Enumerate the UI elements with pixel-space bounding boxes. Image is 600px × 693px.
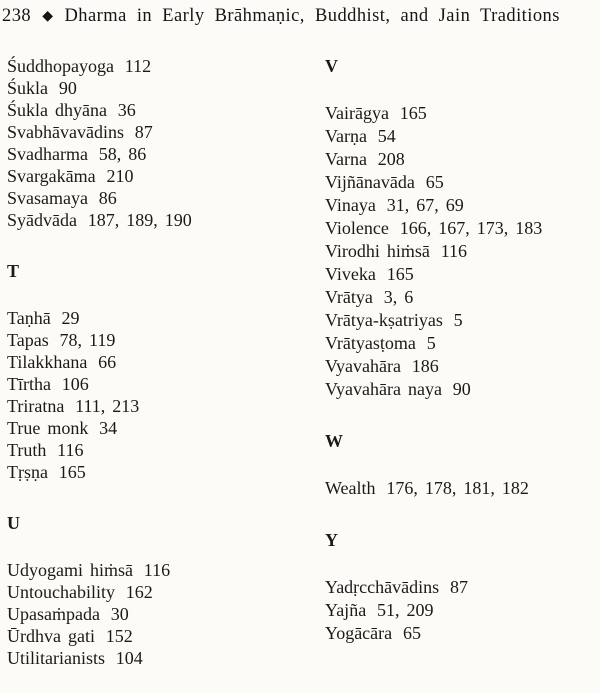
index-entry: [7, 395, 325, 417]
entry-term: Vrātya-kṣatriyas: [325, 310, 443, 330]
entry-pages: 54: [377, 126, 396, 146]
entry-pages: 78, 119: [59, 330, 116, 350]
entry-pages: 5: [426, 333, 436, 353]
entry-term: Vrātyasṭoma: [325, 333, 416, 353]
entry-term: Vrātya: [325, 287, 373, 307]
entry-term: Ūrdhva gati: [7, 626, 95, 646]
diamond-icon: ◆: [42, 9, 54, 24]
entry-term: Vyavahāra naya: [325, 379, 442, 399]
entry-pages: 87: [134, 122, 153, 142]
entry-pages: 34: [99, 418, 118, 438]
entry-pages: 116: [143, 560, 171, 580]
entry-term: Varna: [325, 149, 367, 169]
section-v: [325, 55, 600, 401]
index-entry: [325, 622, 600, 645]
section-letter: W: [325, 431, 343, 451]
entry-term: Virodhi hiṁsā: [325, 241, 430, 261]
entry-term: Yadṛcchāvādins: [325, 577, 440, 597]
section-y: [325, 529, 600, 645]
entry-term: Tapas: [7, 330, 49, 350]
entry-pages: 162: [125, 582, 153, 602]
entry-term: Śukla dhyāna: [7, 100, 107, 120]
entry-term: Yogācāra: [325, 623, 393, 643]
entry-term: Triratna: [7, 396, 65, 416]
section-letter: V: [325, 56, 338, 76]
index-entry: [7, 461, 325, 483]
page-header: [0, 5, 600, 29]
entry-term: Varṇa: [325, 126, 367, 146]
index-entry: [7, 625, 325, 647]
entry-pages: 165: [399, 103, 427, 123]
index-entry: [325, 378, 600, 401]
entry-pages: 90: [452, 379, 471, 399]
entry-term: Truth: [7, 440, 47, 460]
entry-term: Taṇhā: [7, 308, 51, 328]
index-entry: [325, 125, 600, 148]
entry-pages: 187, 189, 190: [87, 210, 192, 230]
index-entry: [7, 329, 325, 351]
entry-pages: 58, 86: [98, 144, 147, 164]
index-entry: [325, 171, 600, 194]
index-entry: [7, 77, 325, 99]
entry-pages: 104: [115, 648, 143, 668]
index-entry: [325, 102, 600, 125]
index-entry: [325, 194, 600, 217]
index-entry: [325, 148, 600, 171]
section-letter: Y: [325, 530, 338, 550]
index-entry: [7, 121, 325, 143]
index-entry: [7, 439, 325, 461]
entry-pages: 210: [106, 166, 134, 186]
index-entry: [7, 351, 325, 373]
index-entry: [7, 165, 325, 187]
entry-term: Tilakkhana: [7, 352, 88, 372]
index-entry: [325, 332, 600, 355]
section-letter: T: [7, 261, 20, 281]
page-title: Dharma in Early Brāhmaṇic, Buddhist, and Jain Traditions: [64, 6, 560, 26]
entry-term: Svargakāma: [7, 166, 96, 186]
index-entry: [7, 187, 325, 209]
index-left-column: [0, 55, 325, 669]
entry-pages: 30: [110, 604, 129, 624]
index-entry: [325, 599, 600, 622]
entry-pages: 3, 6: [383, 287, 414, 307]
entry-pages: 90: [58, 78, 77, 98]
index-entry: [7, 581, 325, 603]
entry-pages: 166, 167, 173, 183: [399, 218, 543, 238]
index-entry: [7, 417, 325, 439]
section-t: [7, 260, 325, 483]
entry-term: Yajña: [325, 600, 367, 620]
entry-pages: 152: [105, 626, 133, 646]
entry-term: Vairāgya: [325, 103, 389, 123]
index-entry: [325, 240, 600, 263]
entry-pages: 51, 209: [376, 600, 434, 620]
entry-pages: 112: [124, 56, 152, 76]
index-entry: [7, 373, 325, 395]
section-letter: U: [7, 513, 20, 533]
entry-pages: 65: [425, 172, 444, 192]
entry-pages: 111, 213: [75, 396, 140, 416]
entry-pages: 165: [58, 462, 86, 482]
entry-pages: 5: [453, 310, 463, 330]
section-w: [325, 430, 600, 500]
index-entry: [7, 209, 325, 231]
index-entry: [325, 263, 600, 286]
index-entry: [325, 217, 600, 240]
index-entry: [7, 99, 325, 121]
entry-term: Viveka: [325, 264, 376, 284]
index-entry: [7, 143, 325, 165]
index-entry: [325, 286, 600, 309]
index-entry: [7, 603, 325, 625]
entry-term: Śukla: [7, 78, 49, 98]
entry-pages: 87: [449, 577, 468, 597]
section-s-continued: [7, 55, 325, 231]
entry-pages: 36: [117, 100, 136, 120]
entry-term: Śuddhopayoga: [7, 56, 114, 76]
entry-pages: 66: [98, 352, 117, 372]
entry-term: Svabhāvavādins: [7, 122, 124, 142]
index-entry: [7, 55, 325, 77]
entry-pages: 208: [377, 149, 405, 169]
entry-term: Svadharma: [7, 144, 88, 164]
index-right-column: [325, 55, 600, 669]
entry-term: Tṛṣṇa: [7, 462, 48, 482]
index-entry: [325, 309, 600, 332]
entry-term: Tīrtha: [7, 374, 51, 394]
entry-pages: 29: [61, 308, 80, 328]
entry-term: Svasamaya: [7, 188, 88, 208]
index-entry: [7, 307, 325, 329]
entry-term: Upasaṁpada: [7, 604, 100, 624]
entry-term: Vinaya: [325, 195, 376, 215]
entry-term: Vijñānavāda: [325, 172, 415, 192]
entry-term: Violence: [325, 218, 389, 238]
entry-term: Wealth: [325, 478, 376, 498]
entry-term: True monk: [7, 418, 89, 438]
index-entry: [325, 477, 600, 500]
entry-pages: 186: [411, 356, 439, 376]
index-entry: [325, 576, 600, 599]
entry-pages: 31, 67, 69: [386, 195, 464, 215]
entry-term: Utilitarianists: [7, 648, 105, 668]
entry-pages: 86: [98, 188, 117, 208]
entry-term: Untouchability: [7, 582, 115, 602]
entry-term: Vyavahāra: [325, 356, 401, 376]
entry-pages: 116: [57, 440, 84, 460]
entry-pages: 116: [440, 241, 468, 261]
entry-pages: 176, 178, 181, 182: [386, 478, 529, 498]
entry-term: Syādvāda: [7, 210, 77, 230]
entry-pages: 65: [402, 623, 421, 643]
page-number: 238: [2, 6, 32, 26]
entry-term: Udyogami hiṁsā: [7, 560, 133, 580]
index-entry: [7, 647, 325, 669]
entry-pages: 106: [61, 374, 89, 394]
section-u: [7, 512, 325, 669]
index-columns: [0, 55, 600, 669]
index-entry: [7, 559, 325, 581]
index-entry: [325, 355, 600, 378]
entry-pages: 165: [386, 264, 414, 284]
